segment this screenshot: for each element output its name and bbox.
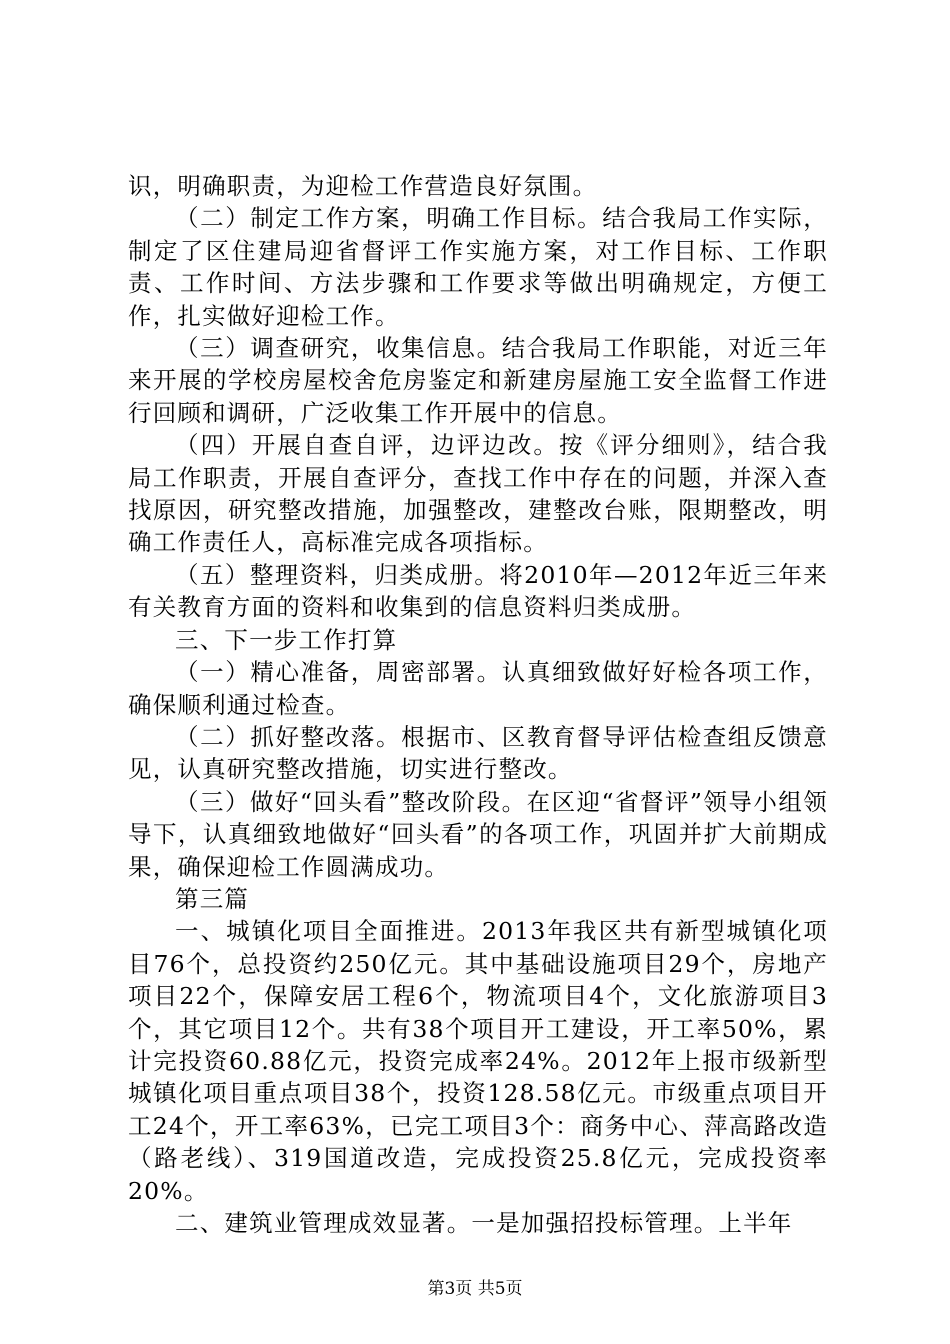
paragraph: （一）精心准备，周密部署。认真细致做好好检各项工作，确保顺利通过检查。 [128,658,828,719]
paragraph: （二）制定工作方案，明确工作目标。结合我局工作实际，制定了区住建局迎省督评工作实施方案，对工作目标、工作职责、工作时间、方法步骤和工作要求等做出明确规定，方便工作，扎实做好迎检工作。 [128,204,828,330]
paragraph: （三）调查研究，收集信息。结合我局工作职能，对近三年来开展的学校房屋校舍危房鉴定和新建房屋施工安全监督工作进行回顾和调研，广泛收集工作开展中的信息。 [128,334,828,427]
paragraph: 二、建筑业管理成效显著。一是加强招投标管理。上半年 [175,1209,793,1237]
paragraph: （三）做好“回头看”整改阶段。在区迎“省督评”领导小组领导下，认真细致地做好“回头看”的各项工作，巩固并扩大前期成果，确保迎检工作圆满成功。 [128,787,828,881]
paragraph: 识，明确职责，为迎检工作营造良好氛围。 [128,172,598,200]
paragraph: （五）整理资料，归类成册。将2010年—2012年近三年来有关教育方面的资料和收集到的信息资料归类成册。 [128,560,828,622]
body-text [128,170,828,1239]
chapter-heading: 第三篇 [175,884,250,913]
page-footer: 第3页 共5页 [427,1279,523,1299]
paragraph: 一、城镇化项目全面推进。2013年我区共有新型城镇化项目76个，总投资约250亿元。其中基础设施项目29个，房地产项目22个，保障安居工程6个，物流项目4个，文化旅游项目3个，其它项目12个。共有38个项目开工建设，开工率50%，累计完投资60.88亿元，投资完成率24%。2012年上报市级新型城镇化项目重点项目38个，投资128.58亿元。市级重点项目开工24个，开工率63%，已完工项目3个：商务中心、萍高路改造（路老线）、319国道改造，完成投资25.8亿元，完成投资率20%。 [128,917,828,1205]
paragraph: （二）抓好整改落。根据市、区教育督导评估检查组反馈意见，认真研究整改措施，切实进行整改。 [128,722,828,784]
section-heading: 三、下一步工作打算 [175,625,398,654]
paragraph: （四）开展自查自评，边评边改。按《评分细则》，结合我局工作职责，开展自查评分，查找工作中存在的问题，并深入查找原因，研究整改措施，加强整改，建整改台账，限期整改，明确工作责任人，高标准完成各项指标。 [128,431,828,557]
